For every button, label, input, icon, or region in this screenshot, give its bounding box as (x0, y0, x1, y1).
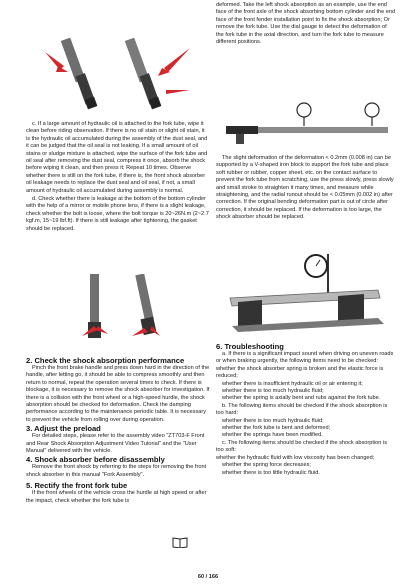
book-icon (172, 536, 188, 548)
troubleshooting-item: whether there is too much hydraulic fluid; (222, 388, 324, 395)
troubleshooting-item: whether there is too much hydraulic fluid; (222, 417, 324, 424)
troubleshooting-item: c. The following items should be checked if the shock absorption is too soft: (216, 439, 388, 454)
fork-tube-illustration (226, 126, 388, 144)
fork-tube-illustration (61, 38, 98, 109)
fork-tube-illustration (125, 38, 162, 109)
troubleshooting-item: whether the spring force decreases; (222, 462, 311, 469)
page-number: 60 / 166 (197, 574, 219, 580)
preload-paragraph: For detailed steps, please refer to the assembly video "ZT703-F Front and Rear Shock Absorption Adjustment Video Tutorial" and the "User Manual" delivered with the vehicle. (26, 433, 205, 455)
disassembly-paragraph: Remove the front shock by referring to the steps for removing the front shock absorber in this manual "Fork Assembly". (26, 464, 207, 478)
fork-tube-runout-illustration (222, 96, 398, 150)
dial-gauge-illustration (297, 103, 379, 126)
troubleshooting-item: whether the fork tube is bent and deformed; (222, 425, 331, 432)
troubleshooting-item: whether the springs have been modified. (222, 432, 323, 439)
section-heading: 3. Adjust the preload (26, 424, 101, 434)
section-heading: 4. Shock absorber before disassembly (26, 455, 165, 465)
v-block-dial-gauge-illustration (228, 252, 388, 332)
bottom-leak-check-paragraph: d. Check whether there is leakage at the bottom of the bottom cylinder with the help of a mirror or mobile phone lens, if there is a slight leakage, check whether the bolt is loose, where the bolt torque is 20~26N.m (2~2.7 kgf.m, 15~19 lbf.ft). If there is still leakage after tightening, the gasket should be replaced. (26, 196, 209, 232)
troubleshooting-item: whether the shock absorber spring is broken and the elastic force is reduced; (216, 365, 384, 380)
troubleshooting-item: b. The following items should be checked if the shock absorption is too hard: (216, 402, 388, 417)
fork-seal-illustration (40, 38, 200, 118)
dial-gauge-illustration (305, 254, 328, 296)
section-heading: 5. Rectify the front fork tube (26, 481, 128, 491)
troubleshooting-item: a. If there is a significant impact sound when driving on uneven roads or when braking urgently, the following items need to be checked: (216, 351, 394, 365)
performance-paragraph: Pinch the front brake handle and press down hard in the direction of the handle, after letting go, it should be able to compress smoothly and then return to normal, repeat the operation several times to check. If there is blockage, it is necessary to remove the shock absorber for investigation. If there is a collision with the front wheel or a high-speed hurdle, the shock absorption should be checked for deformation. Check the damping performance according to the maintenance periodic table. It is necessary to prevent the vehicle from rolling over during operation. (26, 365, 210, 423)
troubleshooting-item: whether there is insufficient hydraulic oil or air entering it; (222, 380, 363, 387)
deformation-paragraph: deformed. Take the left shock absorption as an example, use the end face of the front axle of the shock absorbing bottom cylinder and the end face of the front fender installation point to fix the shock absorption; Or remove the fork tube. Use the dial gauge to detect the deformation of the fork tube in the axial direction, and turn the fork tube to measure different positions. (216, 2, 396, 46)
section-heading: 2. Check the shock absorption performance (26, 356, 185, 365)
troubleshooting-item: whether there is too little hydraulic fluid. (222, 469, 320, 476)
rectify-paragraph: If the front wheels of the vehicle cross the hurdle at high speed or after the impact, check whether the fork tube is (26, 490, 207, 504)
section-heading: 6. Troubleshooting (216, 342, 284, 351)
straightening-paragraph: The slight deformation of the deformation < 0.2mm (0.008 in) can be supported by a V-shaped iron block to support the fork tube and place soft rubber or rubber, copper sheet, etc. on the contact surface to prevent the fork tube from scratching, use the press slowly, press slowly and small stroke to straighten it many times, and measure while straightening, and the radial runout should be < 0.05mm (0.002 in) after correction. If the original bending deformation part is out of circle after correction, it should be replaced. If the deformation is too large, the shock absorber should be replaced. (216, 155, 394, 221)
troubleshooting-item: whether the spring is axially bent and rubs against the fork tube. (222, 395, 381, 402)
troubleshooting-item: whether the hydraulic fluid with low viscosity has been changed; (216, 454, 375, 461)
oil-stain-check-paragraph: c. If a large amount of hydraulic oil is attached to the fork tube, wipe it clean before riding observation. If there is no oil stain or slight oil stain, it is the hydraulic oil accumulated during the assembly of the dust seal, and it can be judged that the oil seal is not leaking. If a small amount of oil stains or sludge mixture is attached, wipe the surface of the fork tube and oil seal after removing the dust seal, compress it once, absorb the shock before wiping it clean, and then press it; Repeat 10 times. Observe whether there is still on the fork tube, if there is, the front shock absorber oil leakage needs to replace the dust seal and oil seal, if not, a small amount of hydraulic oil accumulated during assembly is normal. (26, 121, 208, 194)
bottom-cylinder-illustration (80, 274, 180, 354)
